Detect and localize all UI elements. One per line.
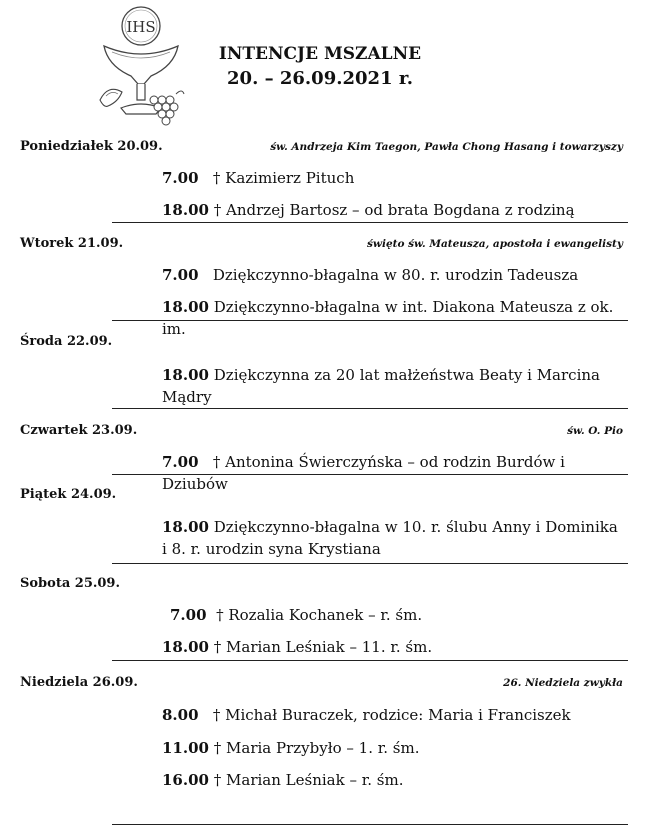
mass-intention: † Kazimierz Pituch [212, 169, 355, 187]
mass-intention-continued: i 8. r. urodzin syna Krystiana [162, 540, 381, 558]
day-heading: Niedziela 26.09. [20, 675, 138, 690]
mass-intention: † Andrzej Bartosz – od brata Bogdana z rodziną [213, 201, 575, 219]
divider [112, 320, 628, 321]
divider [112, 824, 628, 825]
mass-intention: † Rozalia Kochanek – r. śm. [216, 606, 423, 624]
page-title: INTENCJE MSZALNE [218, 44, 422, 64]
mass-entry [162, 636, 628, 658]
mass-time: 8.00 [162, 706, 199, 724]
date-range: 20. – 26.09.2021 r. [227, 68, 413, 89]
mass-intention: † Marian Leśniak – r. śm. [213, 771, 404, 789]
mass-entry [162, 451, 628, 495]
mass-entry [162, 296, 628, 340]
day-heading: Środa 22.09. [20, 334, 113, 349]
mass-time: 11.00 [162, 739, 209, 757]
mass-intention: Dziękczynna za 20 lat małżeństwa Beaty i Marcina [213, 366, 600, 384]
day-heading: Poniedziałek 20.09. [20, 139, 163, 154]
mass-time: 16.00 [162, 771, 209, 789]
mass-intention: Dziękczynno-błagalna w 80. r. urodzin Tadeusza [212, 266, 579, 284]
mass-time: 7.00 [162, 169, 199, 187]
mass-entry [162, 516, 628, 560]
mass-intention-continued: Mądry [162, 388, 212, 406]
mass-entry [162, 769, 628, 791]
mass-intention: Dziękczynno-błagalna w int. Diakona Mateusza z ok. im. [162, 298, 614, 338]
mass-entry [162, 264, 628, 286]
chalice-host-logo-icon [96, 4, 186, 128]
mass-time: 18.00 [162, 201, 209, 219]
mass-time: 18.00 [162, 366, 209, 384]
mass-intention: † Michał Buraczek, rodzice: Maria i Franciszek [212, 706, 571, 724]
mass-entry [170, 604, 636, 626]
day-heading: Sobota 25.09. [20, 576, 121, 591]
day-heading: Wtorek 21.09. [20, 236, 124, 251]
mass-entry [162, 167, 628, 189]
divider [112, 563, 628, 564]
mass-time: 18.00 [162, 638, 209, 656]
divider [112, 660, 628, 661]
mass-intention: † Antonina Świerczyńska – od rodzin Burdów i Dziubów [162, 453, 565, 493]
feast-label: 26. Niedziela zwykła [503, 677, 623, 689]
divider [112, 408, 628, 409]
mass-time: 7.00 [162, 266, 199, 284]
mass-entry [162, 704, 628, 726]
day-heading: Piątek 24.09. [20, 487, 117, 502]
feast-label: św. Andrzeja Kim Taegon, Pawła Chong Hasang i towarzyszy [270, 141, 623, 153]
mass-intention: † Maria Przybyło – 1. r. śm. [213, 739, 420, 757]
mass-intention: Dziękczynno-błagalna w 10. r. ślubu Anny i Dominika [213, 518, 618, 536]
mass-entry [162, 364, 628, 408]
day-heading: Czwartek 23.09. [20, 423, 138, 438]
feast-label: święto św. Mateusza, apostoła i ewangelisty [367, 238, 623, 250]
mass-time: 7.00 [162, 453, 199, 471]
divider [112, 474, 628, 475]
logo-ihs-text: IHS [126, 18, 156, 36]
feast-label: św. O. Pio [567, 425, 623, 437]
mass-intention: † Marian Leśniak – 11. r. śm. [213, 638, 433, 656]
mass-time: 7.00 [170, 606, 207, 624]
mass-time: 18.00 [162, 298, 209, 316]
mass-entry [162, 199, 628, 221]
divider [112, 222, 628, 223]
mass-entry [162, 737, 628, 759]
mass-time: 18.00 [162, 518, 209, 536]
